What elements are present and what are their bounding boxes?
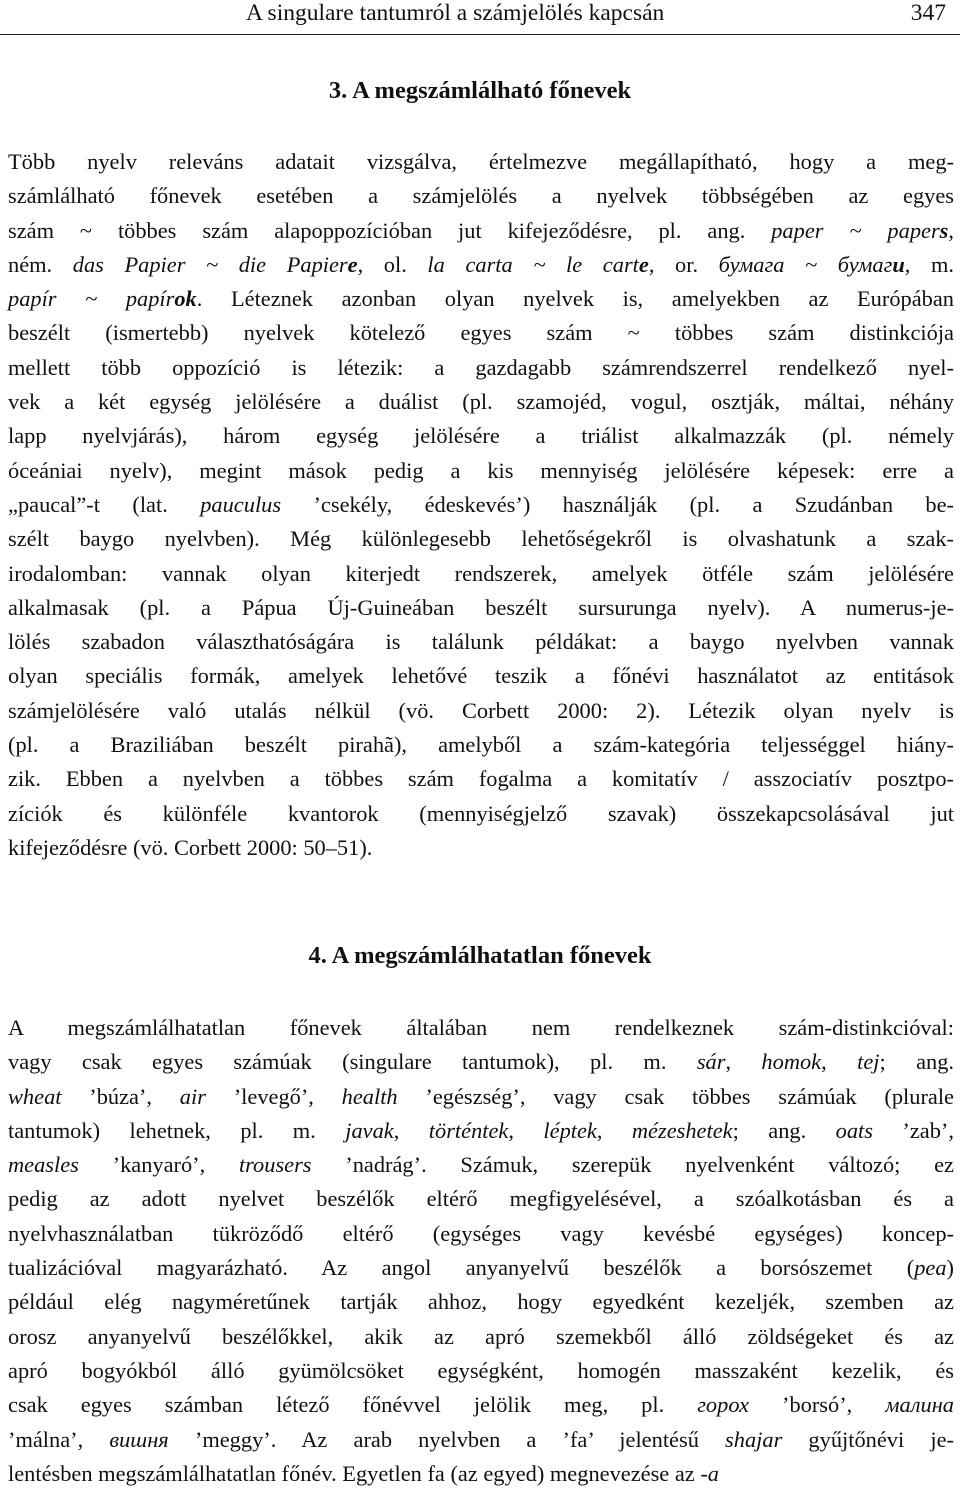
text-run: tualizációval magyarázható. Az angol anyanyelvű beszélők a borsószemet ( (8, 1255, 915, 1281)
text-run: irodalomban: vannak olyan kiterjedt rendszerek, amelyek ötféle szám jelölésére (8, 560, 954, 586)
text-run: , or. (648, 251, 719, 277)
text-run: szélt baygo nyelvben). Még különlegesebb lehetőségekről is olvashatunk a szak- (8, 526, 954, 552)
text-run: ’nadrág’. Számuk, szerepük nyelvenként változó; ez (311, 1152, 954, 1178)
text-run: lentésben megszámlálhatatlan főnév. Egyetlen fa (az egyed) megnevezése az (8, 1460, 701, 1486)
text-line (8, 282, 954, 316)
running-header (0, 0, 960, 35)
text-run: paper (887, 217, 940, 243)
text-line (8, 1251, 954, 1285)
text-run: вишня (109, 1426, 169, 1452)
text-run: ’búza’, (61, 1083, 180, 1109)
text-run: ’meggy’. Az arab nyelvben a ’fa’ jelentésű (168, 1426, 726, 1452)
text-run: measles (8, 1152, 79, 1178)
text-run: , m. (904, 251, 954, 277)
text-run: szám ~ többes szám alapoppozícióban jut kifejeződésre, pl. ang. (8, 217, 772, 243)
text-run: beszélt (ismertebb) nyelvek kötelező egyes szám ~ többes szám distinkciója (8, 320, 954, 346)
text-run: ok (174, 286, 197, 312)
text-run: , (508, 1117, 544, 1143)
text-run: tantumok) lehetnek, pl. m. (8, 1117, 346, 1143)
text-run: mézeshetek (631, 1117, 733, 1143)
text-run: trousers (238, 1152, 312, 1178)
text-run: orosz anyanyelvű beszélőkkel, akik az apró szemekből álló zöldségeket és az (8, 1323, 954, 1349)
text-run: tej (857, 1049, 880, 1075)
text-run: A megszámlálhatatlan főnevek általában nem rendelkeznek szám-distinkcióval: (8, 1015, 954, 1040)
text-line (8, 419, 954, 453)
text-run: a (501, 251, 513, 277)
text-run: бумага ~ бумаг (718, 251, 893, 277)
text-run: kifejeződésre (vö. Corbett 2000: 50–51). (8, 834, 373, 860)
text-line (8, 1457, 954, 1491)
text-line (8, 214, 954, 248)
text-run: ’kanyaró’, (78, 1152, 239, 1178)
text-run: e (347, 251, 358, 277)
text-run: apró bogyókból álló gyümölcsöket egységként, homogén masszaként kezelik, és (8, 1357, 954, 1383)
text-line (8, 762, 954, 796)
text-run: pauculus (200, 491, 282, 517)
text-run: nyelvhasználatban tükröződő eltérő (egységes vagy kevésbé egységes) koncep- (8, 1220, 954, 1246)
text-run: , (821, 1049, 858, 1075)
text-run: számjelölésére való utalás nélkül (vö. Corbett 2000: 2). Létezik olyan nyelv is (8, 697, 954, 723)
text-run: ~ (823, 217, 888, 243)
text-line (8, 1320, 954, 1354)
text-run: малина (885, 1392, 954, 1418)
section-3-paragraph (8, 145, 954, 865)
text-line (8, 625, 954, 659)
section-3-heading: 3. A megszámlálható főnevek (328, 77, 632, 104)
text-run: gyűjtőnévi je- (782, 1426, 954, 1452)
text-run: ; ang. (732, 1117, 836, 1143)
text-run: történtek (428, 1117, 509, 1143)
text-run: oats (835, 1117, 873, 1143)
text-line (8, 694, 954, 728)
running-header-title: A singulare tantumról a számjelölés kapcsán (246, 0, 665, 26)
text-run: papír ~ papír (8, 286, 175, 312)
text-line (8, 591, 954, 625)
text-line (8, 1080, 954, 1114)
text-run: „paucal”-t (lat. (8, 491, 201, 517)
text-line (8, 1045, 954, 1079)
text-run: vek a két egység jelölésére a duálist (pl. szamojéd, vogul, osztják, máltai, néhány (8, 389, 954, 415)
text-run: , ol. (357, 251, 428, 277)
text-line (8, 831, 954, 865)
text-line (8, 248, 954, 282)
text-run: , (393, 1117, 429, 1143)
text-line (8, 1217, 954, 1251)
text-run: csak egyes számban létező főnévvel jelölik meg, pl. (8, 1392, 698, 1418)
text-line (8, 145, 954, 179)
text-run: la cart (427, 251, 502, 277)
text-line (8, 1423, 954, 1457)
text-run: lölés szabadon választhatóságára is találunk példákat: a baygo nyelvben vannak (8, 629, 954, 655)
text-line (8, 385, 954, 419)
text-run: léptek (543, 1117, 597, 1143)
text-run: ~ le cart (512, 251, 639, 277)
text-run: Több nyelv releváns adatait vizsgálva, értelmezve megállapítható, hogy a meg- (8, 149, 954, 174)
text-line (8, 488, 954, 522)
text-line (8, 1011, 954, 1045)
text-run: ’málna’, (8, 1426, 110, 1452)
text-line (8, 316, 954, 350)
text-run: s (939, 217, 949, 243)
text-run: и (892, 251, 905, 277)
text-run: zik. Ebben a nyelvben a többes szám fogalma a komitatív / asszociatív posztpo- (8, 766, 954, 792)
section-4-paragraph (8, 1011, 954, 1491)
text-run: (pl. a Braziliában beszélt pirahã), amelyből a szám-kategória teljességgel hiány- (8, 732, 954, 758)
text-line (8, 522, 954, 556)
section-4-heading: 4. A megszámlálhatatlan főnevek (308, 942, 652, 969)
text-line (8, 1388, 954, 1422)
text-run: például elég nagyméretűnek tartják ahhoz, hogy egyedként kezeljék, szemben az (8, 1289, 954, 1315)
text-run: óceániai nyelv), megint mások pedig a kis mennyiség jelölésére képesek: erre a (8, 457, 954, 483)
text-run: vagy csak egyes számúak (singulare tantumok), pl. m. (8, 1049, 697, 1075)
text-line (8, 797, 954, 831)
text-run: javak (345, 1117, 394, 1143)
text-line (8, 1354, 954, 1388)
text-run: , (725, 1049, 762, 1075)
text-run: ’csekély, édeskevés’) használják (pl. a Szudánban be- (281, 491, 955, 517)
text-run: das Papier ~ die Papier (72, 251, 348, 277)
text-run: mellett több oppozíció is létezik: a gazdagabb számrendszerrel rendelkező nyel- (8, 354, 954, 380)
text-run: -a (700, 1460, 719, 1486)
text-run: pea (914, 1255, 947, 1281)
text-run: lapp nyelvjárás), három egység jelölésére a triálist alkalmazzák (pl. némely (8, 423, 954, 449)
text-line (8, 1148, 954, 1182)
text-run: . Léteznek azonban olyan nyelvek is, amelyekben az Európában (196, 286, 954, 312)
text-run: zíciók és különféle kvantorok (mennyiségjelző szavak) összekapcsolásával jut (8, 800, 954, 826)
text-line (8, 179, 954, 213)
text-run: air (179, 1083, 206, 1109)
text-line (8, 1285, 954, 1319)
text-run: wheat (8, 1083, 62, 1109)
text-run: , (948, 217, 954, 243)
text-run: горох (697, 1392, 749, 1418)
text-run: ; ang. (879, 1049, 955, 1075)
text-line (8, 728, 954, 762)
text-run: sár (696, 1049, 726, 1075)
text-line (8, 1182, 954, 1216)
text-run: homok (761, 1049, 822, 1075)
page-number: 347 (910, 0, 946, 26)
text-run: shajar (725, 1426, 783, 1452)
text-run: , (596, 1117, 632, 1143)
text-run: paper (771, 217, 824, 243)
text-line (8, 557, 954, 591)
text-run: ném. (8, 251, 73, 277)
text-line (8, 454, 954, 488)
text-run: ’borsó’, (749, 1392, 886, 1418)
text-run: pedig az adott nyelvet beszélők eltérő megfigyelésével, a szóalkotásban és a (8, 1186, 954, 1212)
text-run: health (341, 1083, 398, 1109)
text-run: olyan speciális formák, amelyek lehetővé teszik a főnévi használatot az entitások (8, 663, 954, 689)
text-line (8, 659, 954, 693)
text-run: alkalmasak (pl. a Pápua Új-Guineában beszélt sursurunga nyelv). A numerus-je- (8, 594, 954, 620)
text-run: ’levegő’, (205, 1083, 342, 1109)
text-run: ) (946, 1255, 954, 1281)
text-run: ’zab’, (872, 1117, 954, 1143)
text-run: számlálható főnevek esetében a számjelölés a nyelvek többségében az egyes (8, 183, 954, 209)
text-line (8, 351, 954, 385)
text-line (8, 1114, 954, 1148)
text-run: e (638, 251, 649, 277)
text-run: ’egészség’, vagy csak többes számúak (plurale (397, 1083, 954, 1109)
